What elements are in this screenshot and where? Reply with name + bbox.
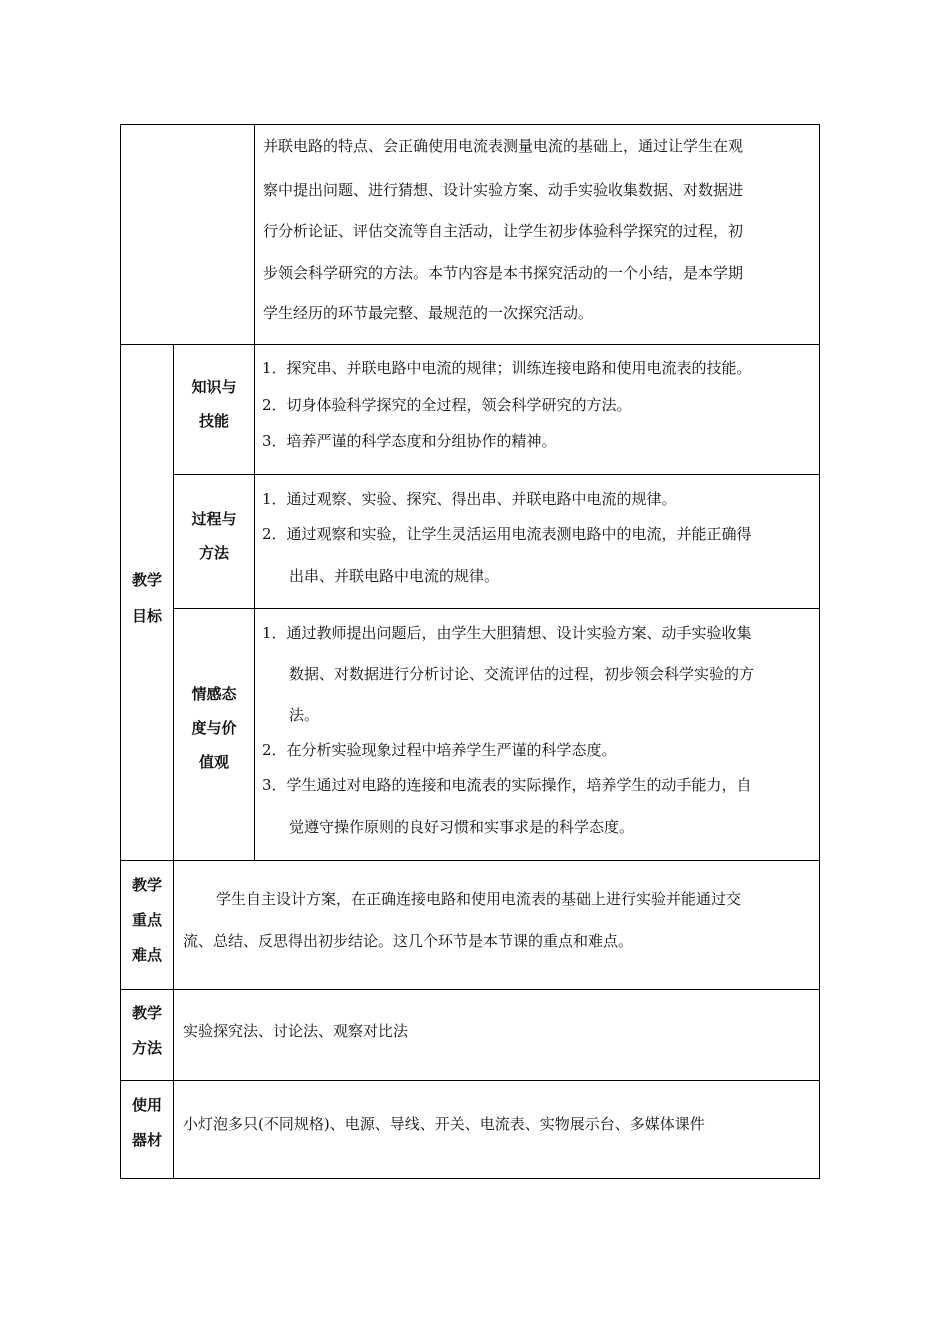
keypoints-line: 学生自主设计方案，在正确连接电路和使用电流表的基础上进行实验并能通过交 — [216, 890, 742, 908]
intro-line: 学生经历的环节最完整、最规范的一次探究活动。 — [263, 304, 594, 322]
emotion-line: 法。 — [289, 706, 320, 724]
table-border-right — [819, 124, 820, 1179]
process-line: 出串、并联电路中电流的规律。 — [289, 567, 500, 585]
intro-line: 并联电路的特点、会正确使用电流表测量电流的基础上，通过让学生在观 — [263, 137, 744, 155]
emotion-line: 3．学生通过对电路的连接和电流表的实际操作，培养学生的动手能力，自 — [262, 776, 752, 794]
intro-line: 察中提出问题、进行猜想、设计实验方案、动手实验收集数据、对数据进 — [263, 181, 744, 199]
keypoints-line: 流、总结、反思得出初步结论。这几个环节是本节课的重点和难点。 — [183, 932, 634, 950]
emotion-line: 1．通过教师提出问题后，由学生大胆猜想、设计实验方案、动手实验收集 — [262, 624, 752, 642]
emotion-line: 2．在分析实验现象过程中培养学生严谨的科学态度。 — [262, 741, 617, 759]
emotion-label: 情感态 度与价 值观 — [191, 685, 237, 771]
process-line: 2．通过观察和实验，让学生灵活运用电流表测电路中的电流，并能正确得 — [262, 525, 752, 543]
table-border-bottom — [120, 1178, 820, 1179]
methods-text: 实验探究法、讨论法、观察对比法 — [183, 1022, 409, 1040]
process-line: 1．通过观察、实验、探究、得出串、并联电路中电流的规律。 — [262, 490, 677, 508]
row-divider-objectives — [120, 860, 820, 861]
row-divider-process — [173, 608, 820, 609]
intro-cell — [255, 125, 819, 344]
intro-line: 步领会科学研究的方法。本节内容是本书探究活动的一个小结，是本学期 — [263, 264, 744, 282]
row-divider-intro — [120, 344, 820, 345]
knowledge-line: 2．切身体验科学探究的全过程，领会科学研究的方法。 — [262, 396, 632, 414]
intro-line: 行分析论证、评估交流等自主活动，让学生初步体验科学探究的过程，初 — [263, 222, 744, 240]
row-divider-methods — [120, 1080, 820, 1081]
emotion-line: 数据、对数据进行分析讨论、交流评估的过程，初步领会科学实验的方 — [289, 665, 755, 683]
objectives-label: 教学 目标 — [131, 571, 162, 625]
knowledge-line: 1．探究串、并联电路中电流的规律；训练连接电路和使用电流表的技能。 — [262, 359, 752, 377]
row-divider-knowledge — [173, 474, 820, 475]
emotion-line: 觉遵守操作原则的良好习惯和实事求是的科学态度。 — [289, 818, 635, 836]
process-label: 过程与 方法 — [191, 510, 237, 562]
knowledge-line: 3．培养严谨的科学态度和分组协作的精神。 — [262, 432, 557, 450]
keypoints-label: 教学 重点 难点 — [131, 876, 162, 964]
knowledge-label: 知识与 技能 — [191, 378, 237, 430]
equipment-label: 使用 器材 — [131, 1096, 162, 1149]
equipment-text: 小灯泡多只(不同规格)、电源、导线、开关、电流表、实物展示台、多媒体课件 — [183, 1115, 705, 1133]
methods-label: 教学 方法 — [131, 1004, 162, 1057]
row-divider-keypoints — [120, 989, 820, 990]
